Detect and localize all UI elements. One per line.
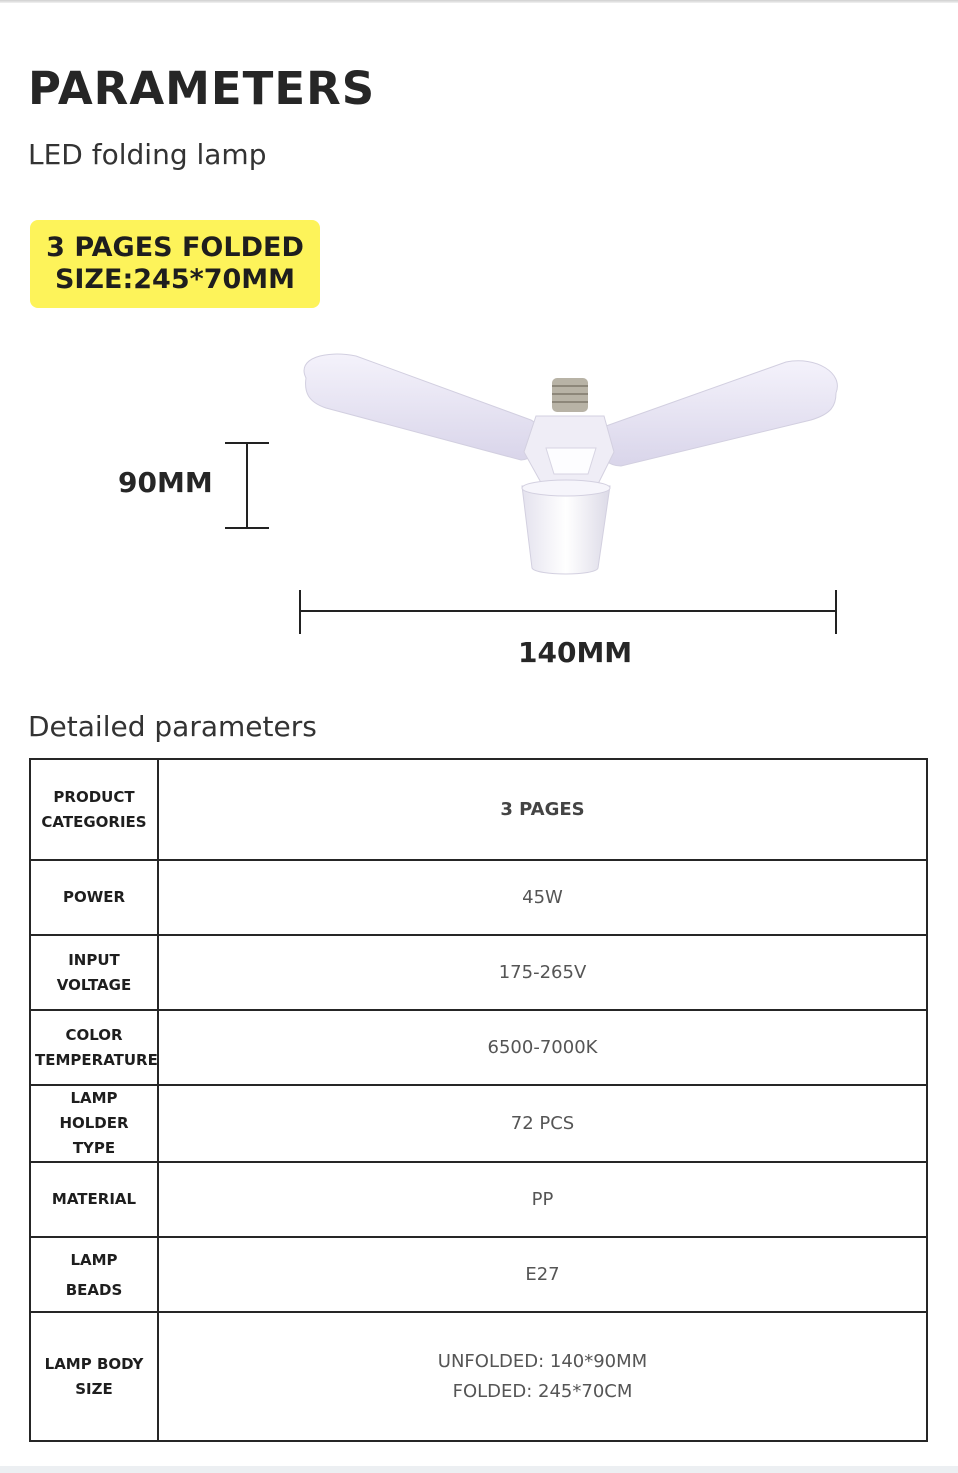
table-row (30, 860, 927, 935)
page-subtitle: LED folding lamp (28, 138, 267, 171)
width-dimension-label: 140MM (518, 636, 633, 669)
param-key: COLOR TEMPERATURE (30, 1010, 158, 1085)
width-marker-right-cap (835, 590, 837, 634)
param-key: LAMP BODY SIZE (30, 1312, 158, 1441)
bottom-divider (0, 1466, 958, 1473)
table-row (30, 935, 927, 1010)
param-value: PP (158, 1162, 927, 1237)
param-value: 6500-7000K (158, 1010, 927, 1085)
param-value: 3 PAGES (158, 759, 927, 860)
param-value: 72 PCS (158, 1085, 927, 1162)
page-title: PARAMETERS (28, 62, 376, 115)
param-value: UNFOLDED: 140*90MM FOLDED: 245*70CM (158, 1312, 927, 1441)
height-marker-bottom-cap (225, 527, 269, 529)
table-row (30, 1085, 927, 1162)
parameters-table (29, 758, 928, 1442)
section-title: Detailed parameters (28, 710, 317, 743)
height-dimension-label: 90MM (118, 466, 213, 499)
top-divider (0, 0, 958, 3)
param-key: POWER (30, 860, 158, 935)
param-key: PRODUCT CATEGORIES (30, 759, 158, 860)
param-key: INPUT VOLTAGE (30, 935, 158, 1010)
table-row (30, 759, 927, 860)
param-key: LAMP BEADS (30, 1237, 158, 1312)
param-value: 175-265V (158, 935, 927, 1010)
badge-line-2: SIZE:245*70MM (54, 264, 296, 295)
table-row (30, 1162, 927, 1237)
table-row (30, 1010, 927, 1085)
width-marker-line (300, 610, 836, 612)
badge-line-1: 3 PAGES FOLDED (46, 232, 304, 263)
param-value: 45W (158, 860, 927, 935)
folding-lamp-image (296, 348, 844, 582)
height-marker-line (246, 443, 248, 529)
table-row (30, 1237, 927, 1312)
param-value: E27 (158, 1237, 927, 1312)
param-key: LAMP HOLDER TYPE (30, 1085, 158, 1162)
folded-size-badge (30, 220, 320, 308)
width-marker-left-cap (299, 590, 301, 634)
table-row (30, 1312, 927, 1441)
param-key: MATERIAL (30, 1162, 158, 1237)
